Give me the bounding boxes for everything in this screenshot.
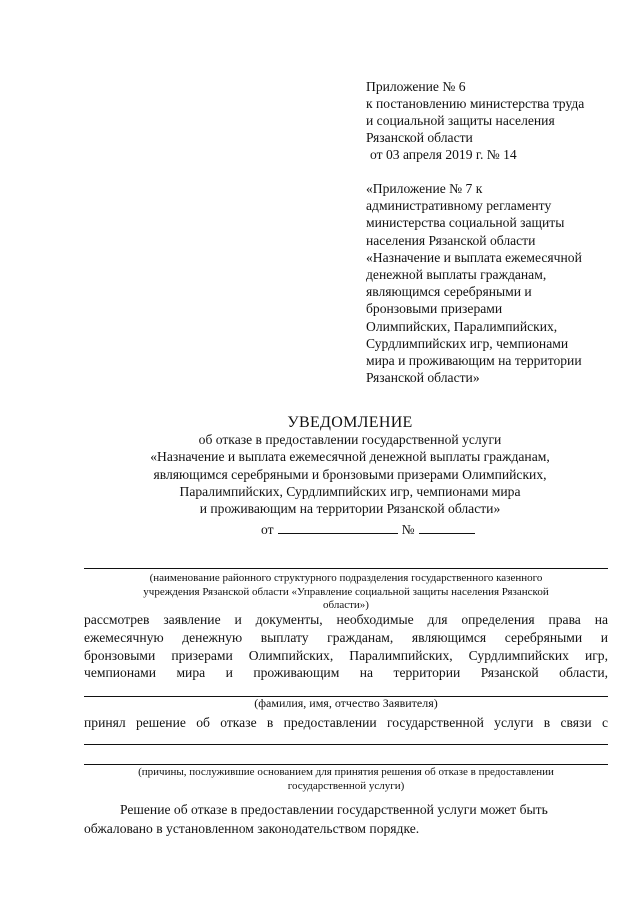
- reasons-caption: [84, 766, 608, 793]
- applicant-caption: (фамилия, имя, отчество Заявителя): [254, 696, 438, 710]
- number-prefix: №: [401, 522, 415, 537]
- date-number-line: [261, 521, 475, 538]
- subtitle-line: «Назначение и выплата ежемесячной денежной выплаты гражданам,: [150, 449, 550, 465]
- document-title: УВЕДОМЛЕНИЕ: [287, 414, 413, 431]
- number-blank-field[interactable]: [419, 521, 475, 534]
- reglament-appendix: [366, 180, 636, 386]
- appeal-paragraph: [84, 800, 608, 838]
- reglament-line: бронзовыми призерами: [366, 301, 503, 317]
- appendix-line: Рязанской области: [366, 130, 473, 145]
- reglament-line: населения Рязанской области: [366, 232, 536, 248]
- subtitle-line: и проживающим на территории Рязанской области»: [199, 501, 501, 517]
- subtitle-line: Паралимпийских, Сурдлимпийских игр, чемпионами мира: [179, 483, 521, 499]
- reglament-line: Олимпийских, Паралимпийских,: [366, 318, 558, 334]
- decision-line: принял решение об отказе в предоставлении государственной услуги в связи с: [84, 715, 608, 730]
- date-blank-field[interactable]: [278, 521, 398, 534]
- caption-line: области»): [323, 599, 369, 611]
- paragraph-line: бронзовыми призерами Олимпийских, Паралимпийских, Сурдлимпийских игр,: [84, 647, 608, 663]
- reglament-line: мира и проживающим на территории: [366, 353, 582, 369]
- department-blank-field[interactable]: [84, 568, 608, 569]
- reglament-line: денежной выплаты гражданам,: [366, 267, 547, 283]
- caption-line: (наименование районного структурного подразделения государственного казенного: [149, 572, 543, 584]
- appendix-line: и социальной защиты населения: [366, 113, 555, 128]
- reason-blank-field[interactable]: [84, 744, 608, 745]
- paragraph-line: рассмотрев заявление и документы, необходимые для определения права на: [84, 612, 608, 627]
- reason-blank-field[interactable]: [84, 764, 608, 765]
- appeal-line: обжаловано в установленном законодательством порядке.: [84, 821, 420, 836]
- appeal-line: Решение об отказе в предоставлении государственной услуги может быть: [120, 802, 548, 817]
- reglament-line: являющимся серебряными и: [366, 284, 532, 300]
- reglament-line: «Назначение и выплата ежемесячной: [366, 249, 582, 265]
- decision-paragraph: [84, 714, 608, 732]
- paragraph-line: чемпионами мира и проживающим на территории Рязанской области,: [84, 665, 608, 681]
- caption-line: государственной услуги): [287, 779, 405, 792]
- date-prefix: от: [261, 522, 274, 537]
- paragraph-line: ежемесячную денежную выплату гражданам, являющимся серебряными и: [84, 629, 608, 645]
- caption-line: учреждения Рязанской области «Управление социальной защиты населения Рязанской: [143, 585, 549, 598]
- reglament-line: Сурдлимпийских игр, чемпионами: [366, 335, 569, 351]
- appendix-number: Приложение № 6: [366, 79, 466, 94]
- reglament-line: Рязанской области»: [366, 370, 480, 386]
- appendix-line: к постановлению министерства труда: [366, 96, 585, 111]
- reglament-line: министерства социальной защиты: [366, 215, 565, 231]
- body-paragraph: [84, 611, 608, 682]
- caption-line: (причины, послужившие основанием для принятия решения об отказе в предоставлении: [138, 766, 554, 778]
- appendix-date: от 03 апреля 2019 г. № 14: [370, 147, 517, 162]
- reglament-line: административному регламенту: [366, 198, 552, 214]
- subtitle-line: являющимся серебряными и бронзовыми призерами Олимпийских,: [153, 466, 547, 482]
- appendix-header: [366, 78, 636, 163]
- document-subtitle: [60, 431, 640, 517]
- reglament-line: «Приложение № 7 к: [366, 181, 483, 196]
- subtitle-line: об отказе в предоставлении государственной услуги: [198, 432, 502, 447]
- department-caption: [84, 572, 608, 613]
